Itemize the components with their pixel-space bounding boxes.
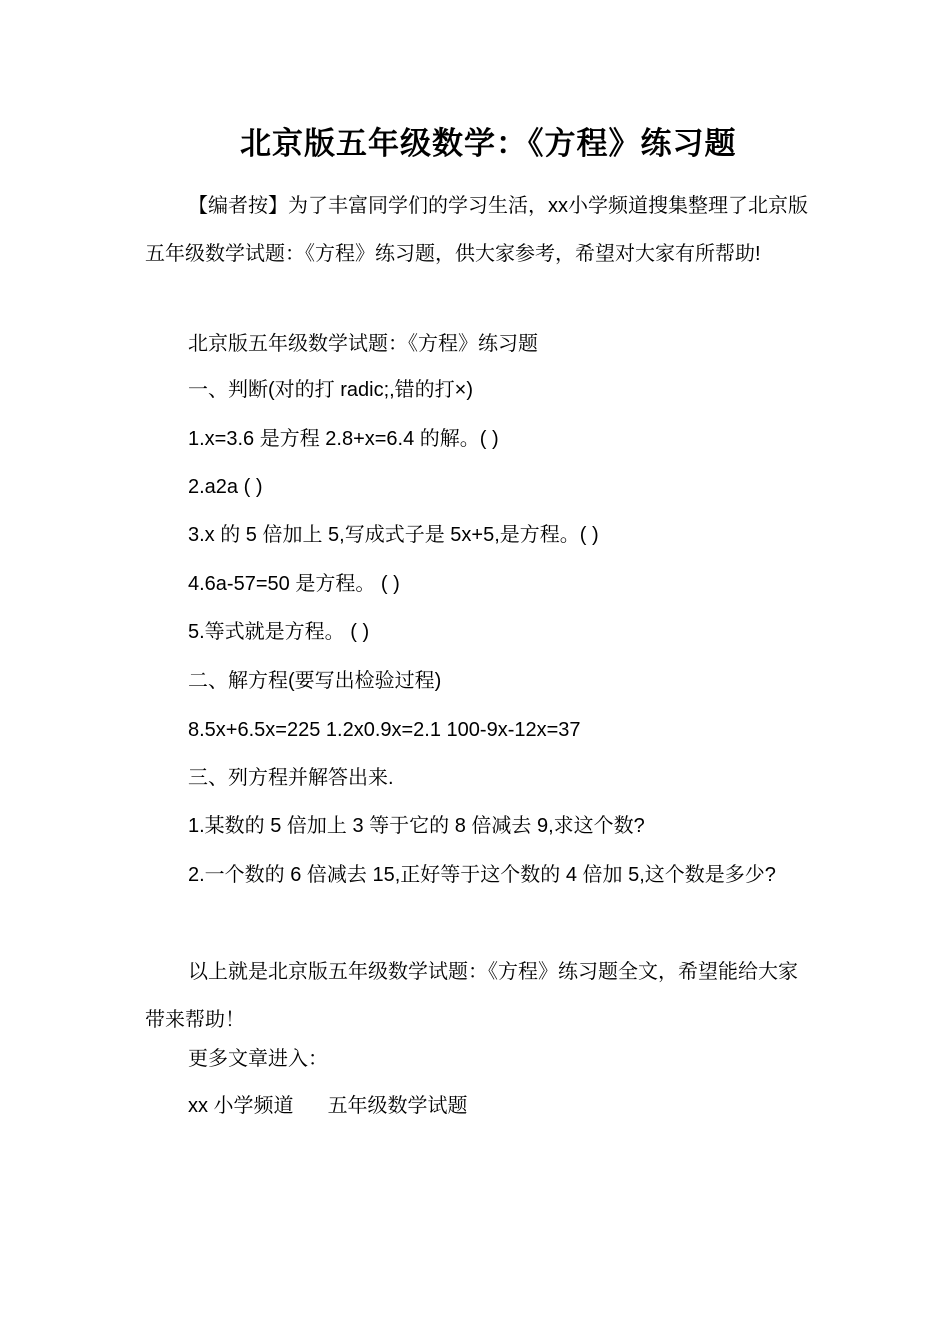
section-2-equations: 8.5x+6.5x=225 1.2x0.9x=2.1 100-9x-12x=37 [188, 719, 581, 741]
link-grade5-math-tests[interactable]: 五年级数学试题 [327, 1095, 468, 1117]
question-1-1: 1.x=3.6 是方程 2.8+x=6.4 的解。( ) [188, 428, 499, 450]
editor-note-paragraph: 【编者按】为了丰富同学们的学习生活，xx小学频道搜集整理了北京版五年级数学试题：《方程》练习题，供大家参考，希望对大家有所帮助! [145, 195, 808, 265]
section-3-heading: 三、列方程并解答出来. [188, 767, 394, 789]
question-3-1: 1.某数的 5 倍加上 3 等于它的 8 倍减去 9,求这个数? [188, 815, 645, 837]
question-1-2: 2.a2a ( ) [188, 476, 263, 498]
document-title: 北京版五年级数学：《方程》练习题 [240, 126, 737, 161]
more-articles-label: 更多文章进入： [188, 1048, 328, 1070]
question-1-3: 3.x 的 5 倍加上 5,写成式子是 5x+5,是方程。( ) [188, 524, 599, 546]
section-1-heading: 一、判断(对的打 radic;,错的打×) [188, 379, 474, 401]
section-2-heading: 二、解方程(要写出检验过程) [188, 670, 442, 692]
question-1-4: 4.6a-57=50 是方程。 ( ) [188, 573, 400, 595]
more-articles-links [188, 1092, 468, 1120]
link-primary-channel[interactable]: xx 小学频道 [188, 1095, 294, 1117]
worksheet-subtitle: 北京版五年级数学试题：《方程》练习题 [188, 333, 538, 355]
question-3-2: 2.一个数的 6 倍减去 15,正好等于这个数的 4 倍加 5,这个数是多少? [188, 864, 776, 886]
closing-paragraph: 以上就是北京版五年级数学试题：《方程》练习题全文，希望能给大家带来帮助！ [145, 961, 798, 1031]
question-1-5: 5.等式就是方程。 ( ) [188, 621, 370, 643]
